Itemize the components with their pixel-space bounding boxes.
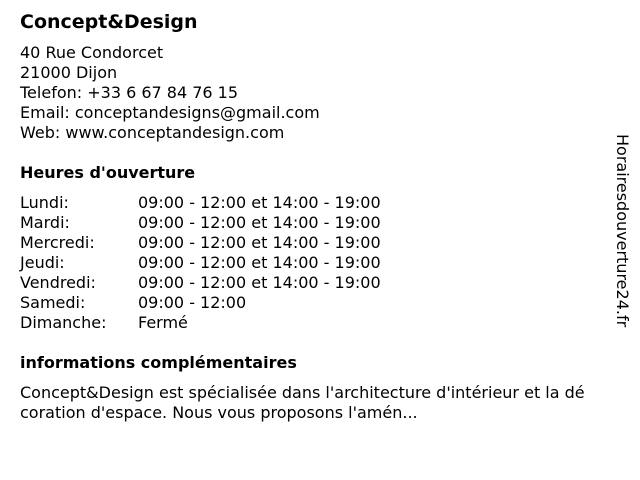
- site-watermark: Horairesdouverture24.fr: [613, 134, 632, 328]
- hours-day: Dimanche:: [20, 313, 107, 332]
- hours-time: Fermé: [138, 313, 188, 332]
- hours-time: 09:00 - 12:00 et 14:00 - 19:00: [138, 213, 381, 232]
- hours-row-thursday: [20, 253, 600, 273]
- email-address: Email: conceptandesigns@gmail.com: [20, 103, 320, 122]
- address-street: 40 Rue Condorcet: [20, 43, 164, 62]
- hours-row-monday: [20, 193, 600, 213]
- business-description: Concept&Design est spécialisée dans l'architecture d'intérieur et la décoration d'espace. Nous vous proposons l'amén...: [20, 383, 585, 422]
- hours-time: 09:00 - 12:00 et 14:00 - 19:00: [138, 193, 381, 212]
- opening-hours-heading: Heures d'ouverture: [20, 163, 196, 182]
- opening-hours-table: [20, 193, 600, 333]
- hours-day: Jeudi:: [20, 253, 65, 272]
- hours-day: Vendredi:: [20, 273, 96, 292]
- hours-day: Samedi:: [20, 293, 86, 312]
- hours-row-saturday: [20, 293, 600, 313]
- hours-time: 09:00 - 12:00 et 14:00 - 19:00: [138, 253, 381, 272]
- hours-time: 09:00 - 12:00 et 14:00 - 19:00: [138, 273, 381, 292]
- business-name: Concept&Design: [20, 11, 198, 33]
- phone-number: Telefon: +33 6 67 84 76 15: [20, 83, 239, 102]
- hours-time: 09:00 - 12:00: [138, 293, 247, 312]
- address-city: 21000 Dijon: [20, 63, 118, 82]
- website-address: Web: www.conceptandesign.com: [20, 123, 285, 142]
- hours-day: Mardi:: [20, 213, 70, 232]
- hours-row-tuesday: [20, 213, 600, 233]
- hours-row-sunday: [20, 313, 600, 333]
- hours-day: Lundi:: [20, 193, 69, 212]
- contact-block: [20, 43, 600, 143]
- business-card: [20, 10, 600, 423]
- hours-row-friday: [20, 273, 600, 293]
- hours-time: 09:00 - 12:00 et 14:00 - 19:00: [138, 233, 381, 252]
- hours-row-wednesday: [20, 233, 600, 253]
- hours-day: Mercredi:: [20, 233, 95, 252]
- additional-info-heading: informations complémentaires: [20, 353, 297, 372]
